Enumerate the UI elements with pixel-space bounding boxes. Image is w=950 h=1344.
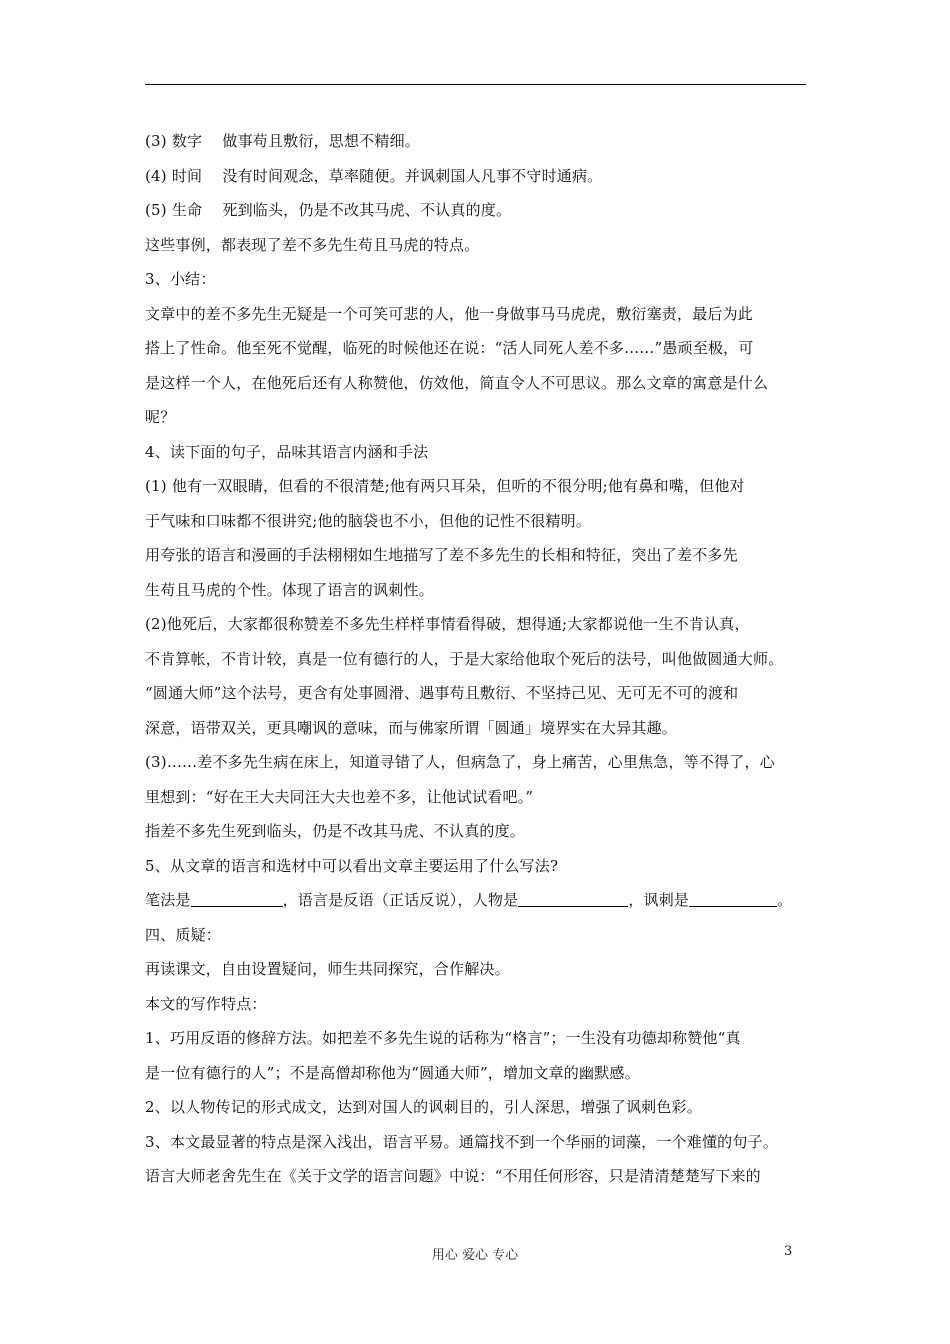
text-line-13: 用夸张的语言和漫画的手法栩栩如生地描写了差不多先生的长相和特征，突出了差不多先 bbox=[145, 546, 738, 564]
text-line-2: (4) 时间 没有时间观念，草率随便。并讽刺国人凡事不守时通病。 bbox=[145, 166, 603, 185]
text-line-6: 文章中的差不多先生无疑是一个可笑可悲的人，他一身做事马马虎虎，敷衍塞责，最后为此 bbox=[145, 304, 754, 323]
page-number: 3 bbox=[784, 1244, 793, 1259]
text-line-14: 生苟且马虎的个性。体现了语言的讽刺性。 bbox=[145, 580, 434, 599]
text-line-15: (2)他死后，大家都很称赞差不多先生样样事情看得破，想得通;大家都说他一生不肯认真， bbox=[145, 615, 750, 633]
fill-in-blank-line bbox=[145, 883, 815, 918]
text-line-7: 搭上了性命。他至死不觉醒，临死的时候他还在说：“活人同死人差不多……”愚顽至极，可 bbox=[145, 339, 754, 357]
section-method-heading: 5、从文章的语言和选材中可以看出文章主要运用了什么写法? bbox=[145, 856, 559, 875]
text-line-19: (3)……差不多先生病在床上，知道寻错了人，但病急了，身上痛苦，心里焦急，等不得了，心 bbox=[145, 753, 775, 771]
text-line-3: (5) 生命 死到临头，仍是不改其马虎、不认真的度。 bbox=[145, 201, 512, 219]
text-line-30: 3、本文最显著的特点是深入浅出，语言平易。通篇找不到一个华丽的词藻，一个难懂的句子。 bbox=[145, 1132, 778, 1151]
text-line-27: 1、巧用反语的修辞方法。如把差不多先生说的话称为“格言”；一生没有功德却称赞他“真 bbox=[145, 1029, 741, 1047]
text-line-17: “圆通大师”这个法号，更含有处事圆滑、遇事苟且敷衍、不坚持己见、无可无不可的渡和 bbox=[145, 684, 739, 702]
blank-brushwork[interactable] bbox=[191, 891, 283, 907]
body-text bbox=[145, 124, 815, 1194]
section-question-heading: 四、质疑： bbox=[145, 925, 222, 944]
writing-features-heading: 本文的写作特点： bbox=[145, 994, 267, 1013]
text-line-18: 深意，语带双关，更具嘲讽的意味，而与佛家所谓「圆通」境界实在大异其趣。 bbox=[145, 718, 678, 737]
text-line-28: 是一位有德行的人”；不是高僧却称他为“圆通大师”，增加文章的幽默感。 bbox=[145, 1063, 640, 1082]
blank-satire[interactable] bbox=[689, 891, 777, 907]
text-line-9: 呢？ bbox=[145, 408, 176, 426]
fill-text-part-1: 笔法是 bbox=[145, 891, 191, 909]
text-line-25: 再读课文，自由设置疑问，师生共同探究，合作解决。 bbox=[145, 960, 510, 978]
section-summary-heading: 3、小结： bbox=[145, 270, 216, 288]
blank-character[interactable] bbox=[518, 891, 628, 907]
text-line-12: 于气味和口味都不很讲究;他的脑袋也不小，但他的记性不很精明。 bbox=[145, 511, 592, 530]
text-line-31: 语言大师老舍先生在《关于文学的语言问题》中说：“不用任何形容，只是清清楚楚写下来的 bbox=[145, 1167, 761, 1185]
text-line-1: (3) 数字 做事苟且敷衍，思想不精细。 bbox=[145, 132, 420, 150]
section-sentence-heading: 4、读下面的句子，品味其语言内涵和手法 bbox=[145, 442, 429, 461]
text-line-4: 这些事例，都表现了差不多先生苟且马虎的特点。 bbox=[145, 235, 480, 254]
text-line-20: 里想到：“好在王大夫同汪大夫也差不多，让他试试看吧。” bbox=[145, 787, 534, 806]
fill-text-part-3: ，讽刺是 bbox=[628, 891, 690, 909]
text-line-21: 指差不多先生死到临头，仍是不改其马虎、不认真的度。 bbox=[145, 822, 526, 840]
text-line-29: 2、以人物传记的形式成文，达到对国人的讽刺目的，引人深思，增强了讽刺色彩。 bbox=[145, 1098, 702, 1116]
text-line-16: 不肯算帐，不肯计较，真是一位有德行的人，于是大家给他取个死后的法号，叫他做圆通大师。 bbox=[145, 649, 784, 668]
fill-text-part-2: ，语言是反语（正话反说），人物是 bbox=[282, 891, 519, 909]
text-line-11: (1) 他有一双眼睛，但看的不很清楚;他有两只耳朵，但听的不很分明;他有鼻和嘴，但他对 bbox=[145, 477, 745, 495]
header-rule bbox=[145, 84, 806, 85]
footer-motto: 用心 爱心 专心 bbox=[431, 1248, 519, 1263]
fill-text-part-4: 。 bbox=[777, 891, 793, 909]
text-line-8: 是这样一个人，在他死后还有人称赞他，仿效他，简直令人不可思议。那么文章的寓意是什么 bbox=[145, 373, 769, 392]
